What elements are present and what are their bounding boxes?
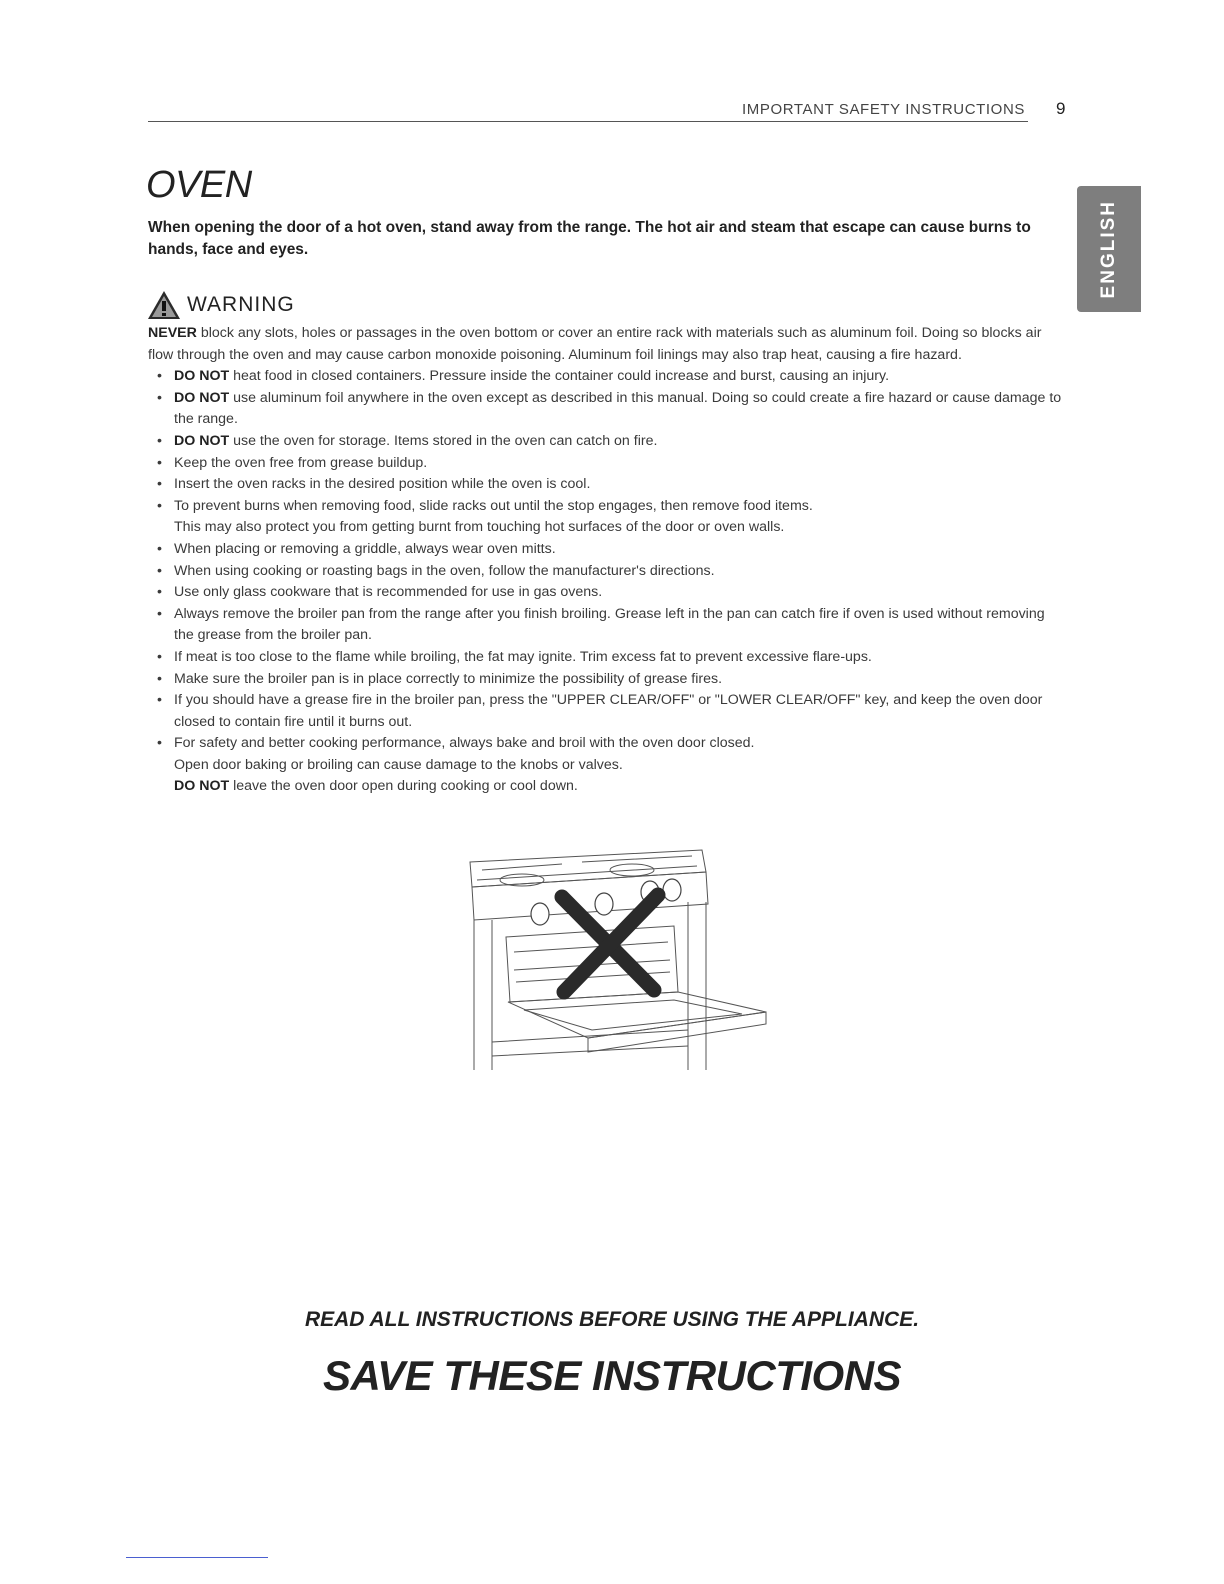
do-not-emphasis: DO NOT <box>174 368 230 385</box>
section-title: OVEN <box>146 164 252 206</box>
running-header: IMPORTANT SAFETY INSTRUCTIONS <box>742 101 1025 118</box>
warning-triangle-icon <box>147 290 181 320</box>
language-tab-label: ENGLISH <box>1098 199 1119 299</box>
bullet-text: Always remove the broiler pan from the range after you finish broiling. Grease left in the pan can catch fire if oven is used without removing the grease from the broiler pan. <box>174 605 1045 644</box>
do-not-emphasis: DO NOT <box>174 389 230 406</box>
warning-lead-paragraph <box>148 323 1063 366</box>
warning-bullet-item <box>148 690 1063 733</box>
warning-bullet-item <box>148 474 1063 496</box>
warning-bullet-item <box>148 647 1063 669</box>
save-instructions-notice: SAVE THESE INSTRUCTIONS <box>322 1352 902 1399</box>
header-rule <box>148 121 1028 122</box>
warning-bullet-item <box>148 388 1063 431</box>
warning-bullet-item <box>148 733 1063 798</box>
bullet-text: Keep the oven free from grease buildup. <box>174 454 428 471</box>
warning-bullet-item <box>148 561 1063 583</box>
do-not-emphasis: DO NOT <box>174 432 230 449</box>
warning-bullet-item <box>148 496 1063 539</box>
bullet-text: If meat is too close to the flame while broiling, the fat may ignite. Trim excess fat to prevent excessive flare-ups. <box>174 648 872 665</box>
bullet-text: For safety and better cooking performance, always bake and broil with the oven door closed. <box>174 735 755 752</box>
bullet-text: leave the oven door open during cooking or cool down. <box>229 778 578 795</box>
bullet-text: When using cooking or roasting bags in the oven, follow the manufacturer's directions. <box>174 562 715 579</box>
bullet-continuation: This may also protect you from getting burnt from touching hot surfaces of the door or oven walls. <box>174 519 785 536</box>
read-instructions-notice: READ ALL INSTRUCTIONS BEFORE USING THE APPLIANCE. <box>304 1308 920 1331</box>
bullet-text: use aluminum foil anywhere in the oven except as described in this manual. Doing so could create a fire hazard or cause damage to the range. <box>174 389 1062 428</box>
page-number: 9 <box>1056 99 1066 118</box>
bullet-text: Make sure the broiler pan is in place correctly to minimize the possibility of grease fires. <box>174 670 723 687</box>
warning-bullet-item <box>148 539 1063 561</box>
bullet-text: heat food in closed containers. Pressure inside the container could increase and burst, causing an injury. <box>229 368 890 385</box>
do-not-emphasis: DO NOT <box>174 778 230 795</box>
warning-bullet-item <box>148 582 1063 604</box>
warning-bullet-item <box>148 366 1063 388</box>
bullet-text: When placing or removing a griddle, always wear oven mitts. <box>174 540 556 557</box>
bullet-text: Insert the oven racks in the desired position while the oven is cool. <box>174 476 591 493</box>
warning-heading <box>147 290 295 320</box>
bullet-text: Use only glass cookware that is recommended for use in gas ovens. <box>174 584 603 601</box>
language-tab <box>1077 186 1141 312</box>
bullet-continuation: Open door baking or broiling can cause damage to the knobs or valves. <box>174 756 623 773</box>
bullet-text: If you should have a grease fire in the broiler pan, press the "UPPER CLEAR/OFF" or "LOWER CLEAR/OFF" key, and keep the oven door closed to contain fire until it burns out. <box>174 692 1043 730</box>
warning-bullet-list <box>148 366 1063 798</box>
intro-paragraph: When opening the door of a hot oven, stand away from the range. The hot air and steam that escape can cause burns to hands, face and eyes. <box>148 219 1031 258</box>
warning-lead-text: block any slots, holes or passages in the oven bottom or cover an entire rack with materials such as aluminum foil. Doing so blocks air flow through the oven and may cause carbon monoxide poisoning. Aluminum foil linings may also trap heat, causing a fire hazard. <box>148 325 1042 363</box>
warning-bullet-item <box>148 453 1063 475</box>
warning-bullet-item <box>148 431 1063 453</box>
bullet-text: To prevent burns when removing food, slide racks out until the stop engages, then remove food items. <box>174 497 813 514</box>
oven-door-open-prohibited-icon <box>462 842 768 1072</box>
warning-bullet-item <box>148 604 1063 647</box>
warning-label: WARNING <box>187 293 295 316</box>
never-emphasis: NEVER <box>148 325 197 341</box>
bottom-rule <box>126 1557 268 1558</box>
bullet-continuation <box>174 776 1063 798</box>
warning-body <box>148 323 1063 798</box>
warning-bullet-item <box>148 669 1063 691</box>
bullet-text: use the oven for storage. Items stored in the oven can catch on fire. <box>229 432 658 449</box>
